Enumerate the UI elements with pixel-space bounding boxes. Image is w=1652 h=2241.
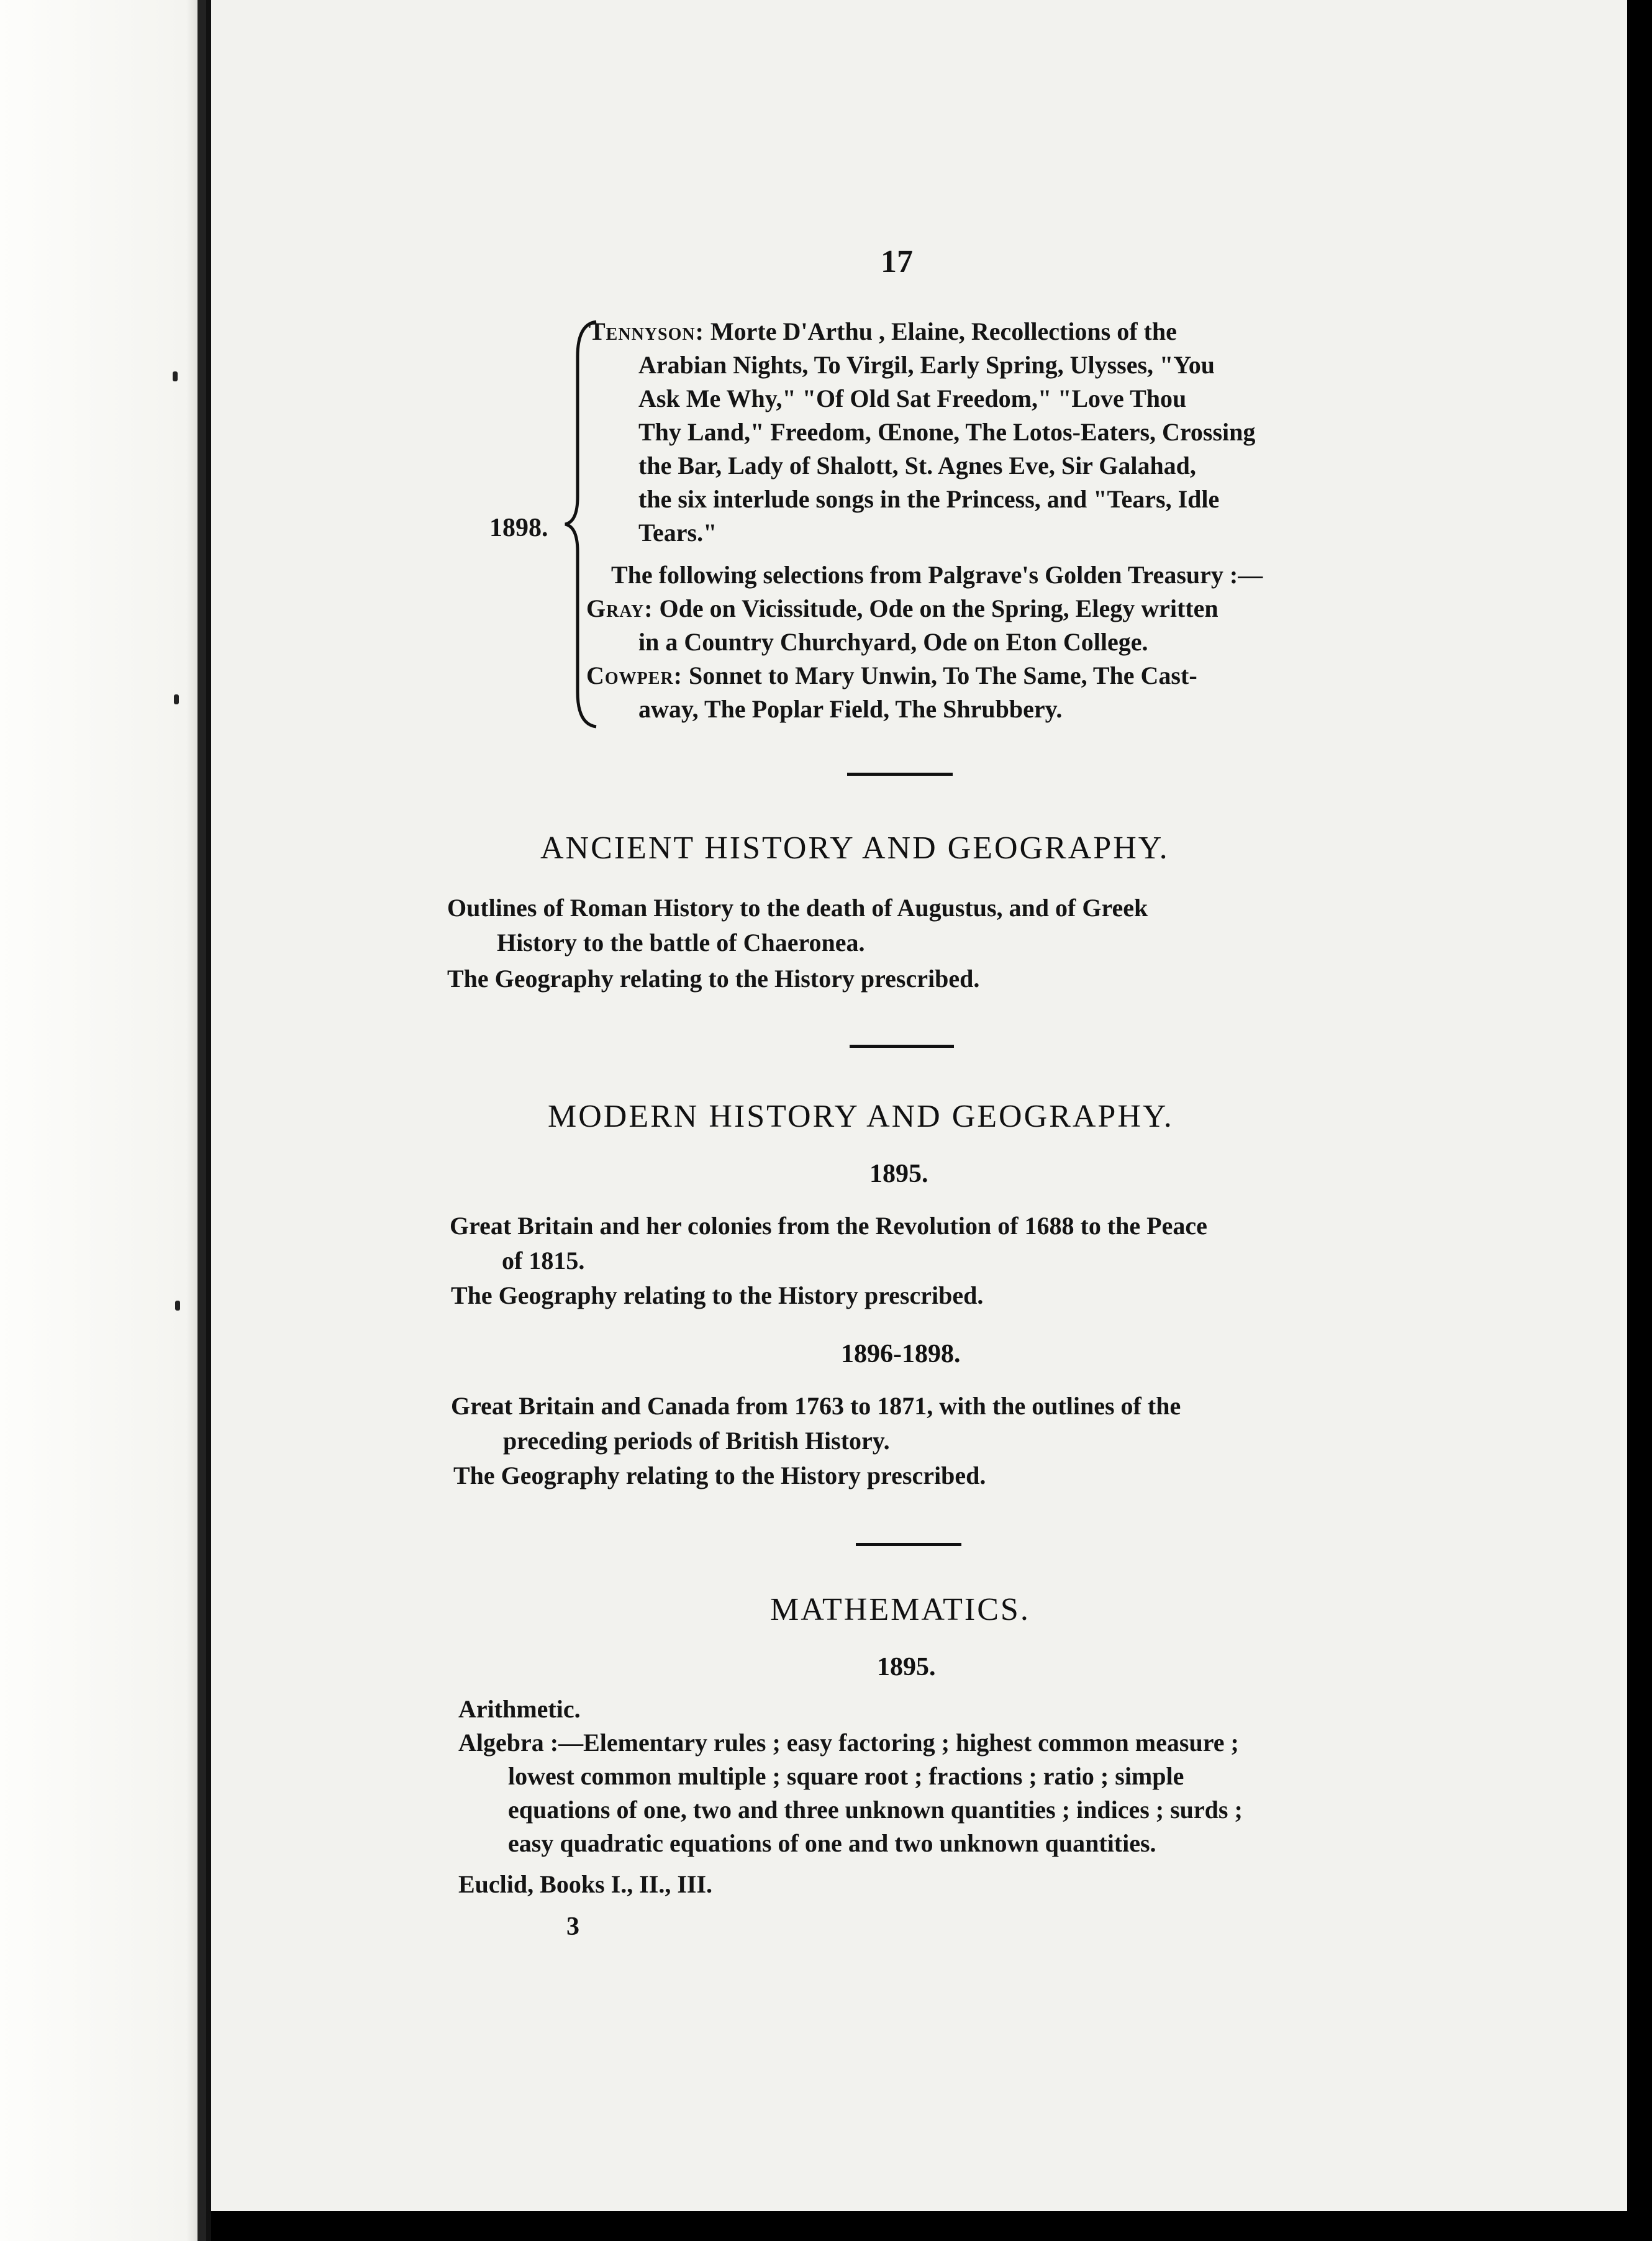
margin-speck — [173, 371, 178, 381]
cowper-line-2: away, The Poplar Field, The Shrubbery. — [638, 695, 1063, 723]
section-divider — [850, 1045, 954, 1048]
section-divider — [856, 1543, 961, 1546]
ancient-line-3: The Geography relating to the History prescribed. — [447, 965, 980, 993]
modern-1896-line-2: preceding periods of British History. — [503, 1427, 890, 1455]
author-cowper: Cowper: — [586, 661, 683, 689]
tennyson-line-4: Thy Land," Freedom, Œnone, The Lotos-Eaters, Crossing — [638, 418, 1256, 446]
gray-line-1: Gray: Ode on Vicissitude, Ode on the Spring, Elegy written — [586, 594, 1219, 622]
modern-1895-line-1: Great Britain and her colonies from the Revolution of 1688 to the Peace — [450, 1212, 1207, 1240]
algebra-line-2: lowest common multiple ; square root ; fractions ; ratio ; simple — [508, 1762, 1184, 1790]
binding-gutter — [197, 0, 206, 2241]
tennyson-line-6: the six interlude songs in the Princess, and "Tears, Idle — [638, 485, 1220, 513]
mathematics-heading: MATHEMATICS. — [770, 1592, 1030, 1627]
palgrave-line: The following selections from Palgrave's Golden Treasury :— — [611, 561, 1263, 589]
author-gray: Gray: — [586, 594, 653, 622]
tennyson-line-1: Tennyson: Morte D'Arthu , Elaine, Recollections of the — [589, 317, 1177, 345]
margin-speck — [174, 694, 179, 704]
modern-1896-line-1: Great Britain and Canada from 1763 to 1871, with the outlines of the — [451, 1392, 1181, 1420]
ancient-line-2: History to the battle of Chaeronea. — [497, 929, 865, 957]
tennyson-line-5: the Bar, Lady of Shalott, St. Agnes Eve, Sir Galahad, — [638, 452, 1196, 480]
modern-1896-line-3: The Geography relating to the History prescribed. — [453, 1461, 986, 1489]
algebra-line-1: Algebra :—Elementary rules ; easy factoring ; highest common measure ; — [458, 1729, 1239, 1757]
modern-year-1895: 1895. — [869, 1160, 928, 1188]
modern-year-1896-1898: 1896-1898. — [841, 1340, 961, 1368]
right-page-edge — [1627, 0, 1652, 2241]
arithmetic-line: Arithmetic. — [458, 1695, 581, 1723]
modern-1895-line-2: of 1815. — [502, 1247, 585, 1275]
section-divider — [847, 773, 953, 776]
ancient-history-heading: ANCIENT HISTORY AND GEOGRAPHY. — [540, 830, 1169, 866]
tennyson-line-2: Arabian Nights, To Virgil, Early Spring, Ulysses, "You — [638, 351, 1215, 379]
tennyson-line-3: Ask Me Why," "Of Old Sat Freedom," "Love Thou — [638, 384, 1187, 412]
euclid-line: Euclid, Books I., II., III. — [458, 1870, 713, 1898]
bottom-page-edge — [211, 2211, 1652, 2241]
margin-speck — [175, 1301, 180, 1311]
modern-1895-line-3: The Geography relating to the History prescribed. — [451, 1281, 984, 1309]
algebra-line-3: equations of one, two and three unknown quantities ; indices ; surds ; — [508, 1796, 1243, 1824]
cowper-line-1: Cowper: Sonnet to Mary Unwin, To The Same, The Cast- — [586, 661, 1197, 689]
algebra-line-4: easy quadratic equations of one and two unknown quantities. — [508, 1829, 1156, 1857]
year-1898-label: 1898. — [489, 514, 548, 542]
ancient-line-1: Outlines of Roman History to the death of Augustus, and of Greek — [447, 894, 1148, 922]
page-number: 17 — [881, 244, 913, 280]
author-tennyson: Tennyson: — [589, 317, 704, 345]
signature-mark: 3 — [566, 1912, 579, 1941]
left-page-edge — [0, 0, 211, 2241]
mathematics-year-1895: 1895. — [877, 1653, 936, 1681]
modern-history-heading: MODERN HISTORY AND GEOGRAPHY. — [548, 1099, 1174, 1134]
gray-line-2: in a Country Churchyard, Ode on Eton College. — [638, 628, 1148, 656]
tennyson-line-7: Tears." — [638, 519, 717, 547]
